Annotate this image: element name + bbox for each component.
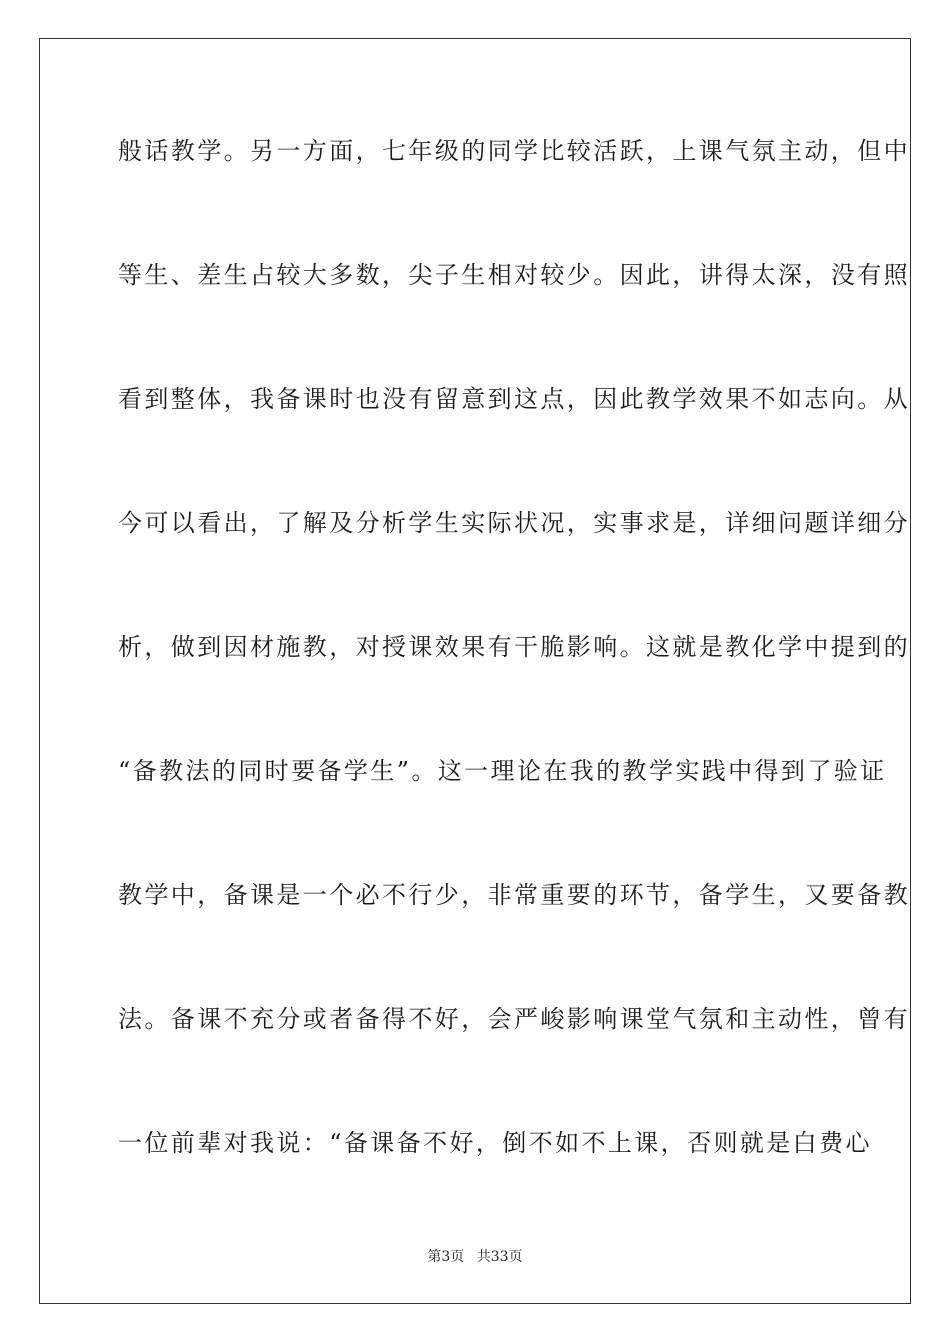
page-number: 第3页 xyxy=(427,1249,465,1265)
text-line: “备教法的同时要备学生”。这一理论在我的教学实践中得到了验证 xyxy=(118,757,887,785)
text-line: 今可以看出，了解及分析学生实际状况，实事求是，详细问题详细分 xyxy=(118,509,910,537)
text-line: 法。备课不充分或者备得不好，会严峻影响课堂气氛和主动性，曾有 xyxy=(118,1005,910,1033)
text-line: 一位前辈对我说：“备课备不好，倒不如不上课，否则就是白费心 xyxy=(118,1129,872,1157)
page-footer xyxy=(0,1246,950,1266)
text-line: 等生、差生占较大多数，尖子生相对较少。因此，讲得太深，没有照 xyxy=(118,261,910,289)
text-line: 看到整体，我备课时也没有留意到这点，因此教学效果不如志向。从 xyxy=(118,385,910,413)
text-line: 般话教学。另一方面，七年级的同学比较活跃，上课气氛主动，但中 xyxy=(118,137,910,165)
page-border xyxy=(39,38,911,1304)
text-line: 析，做到因材施教，对授课效果有干脆影响。这就是教化学中提到的 xyxy=(118,633,910,661)
text-line: 教学中，备课是一个必不行少，非常重要的环节，备学生，又要备教 xyxy=(118,881,910,909)
page-total: 共33页 xyxy=(476,1249,523,1265)
